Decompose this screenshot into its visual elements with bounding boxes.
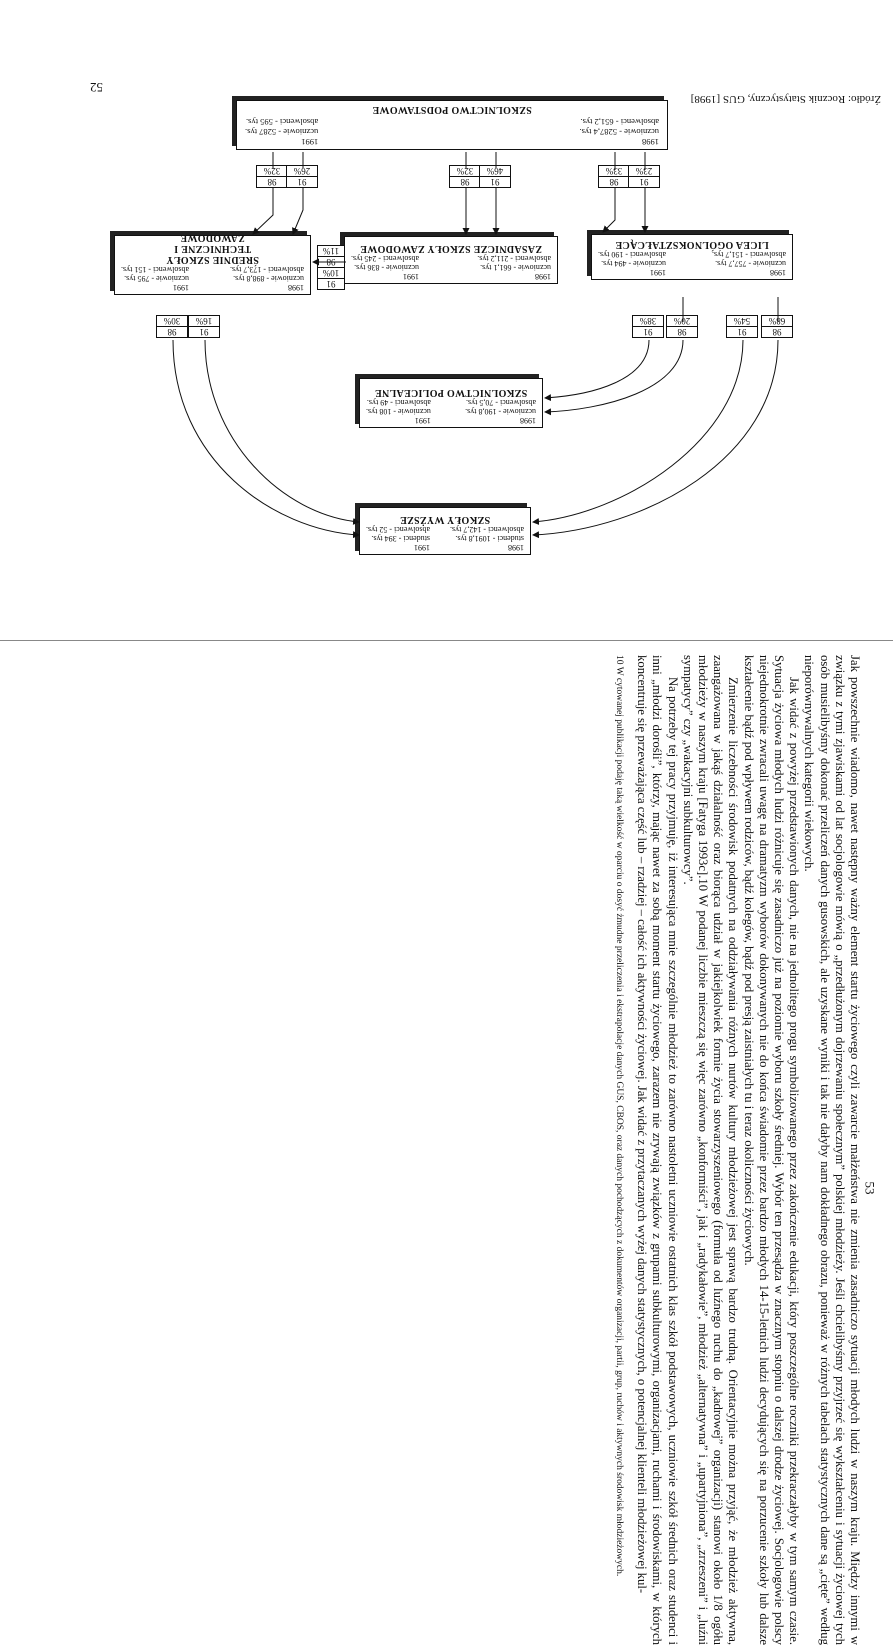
page-52 — [0, 0, 893, 640]
wyzsze-1998-absolwenci: absolwenci - 142,7 tys. — [450, 525, 524, 534]
podstawowe-1998-absolwenci: absolwenci - 651,2 tys. — [580, 117, 659, 127]
pct-year: 98 — [157, 326, 187, 337]
licea-title: LICEA OGÓLNOKSZTAŁCĄCE — [615, 239, 769, 250]
wyzsze-1991-studenci: studenci - 394 tys. — [371, 534, 430, 543]
arrow-podst-srednie-98 — [253, 152, 273, 234]
srednie-1991-absolwenci: absolwenci - 151 tys. — [121, 265, 189, 274]
zasadnicze-1991-uczniowie: uczniowie - 836 tys. — [354, 263, 419, 272]
podstawowe-1998-uczniowie: uczniowie - 5287,4 tys. — [579, 127, 659, 137]
podstawowe-1998-year: 1998 — [642, 137, 659, 147]
paragraph-3: Zmierzenie liczebności środowisk podatnych na oddziaływania różnych nurtów kultury młodzieżowej jest sprawą bardzo trudną. Orientacyjnie można przyjąć, że młodzież aktywna, zaangażowana w jakąś działalność oraz biorąca udział w jakiejkolwiek formie życia stowarzyszeniowego (formuła od luźnego ruchu do „kadrowej” organizacji) stanowi około 1/8 ogółu młodzieży w naszym kraju [Fatyga 1993c].10 W podanej liczbie mieszczą się więc zarówno „konformiści”, jak i „radykałowie”, młodzież „alternatywna” i „upartyjniona”, „zrzeszeni” i „luźni sympatycy” czy „wakacyjni subkulturowcy”. — [680, 655, 741, 1645]
pct-value: 20% — [673, 316, 691, 326]
pct-year: 98 — [450, 176, 480, 187]
pct-value: 23% — [635, 166, 653, 176]
policealne-title: SZKOLNICTWO POLICEALNE — [374, 387, 528, 398]
policealne-1998-uczniowie: uczniowie - 190,8 tys. — [465, 407, 536, 416]
zasadnicze-1998-uczniowie: uczniowie - 661,1 tys. — [480, 263, 551, 272]
policealne-1991-year: 1991 — [414, 416, 431, 425]
paragraph-1: Jak powszechnie wiadomo, nawet następny ważny element startu życiowego czyli zawarcie małżeństwa nie zmienia zasadniczo sytuacji młodych ludzi w naszym kraju. Między innymi w związku z tymi zjawiskami od lat socjologowie mówią o „przedłużonym dojrzewaniu społecznym” polskiej młodzieży. Jeśli chcielibyśmy przyjrzeć się wykształceniu i sytuacji życiowej tych osób musielibyśmy dokonać przeliczeń danych gusowskich, ale uzyskane wyniki i tak nie dałyby nam dokładnego obrazu, ponieważ w różnych tabelach statystycznych dane są „cięte” według nieporównywalnych kategorii wiekowych. — [802, 655, 862, 1645]
arrow-licea-wyzsze-98 — [533, 340, 778, 535]
pct-year: 98 — [257, 176, 287, 187]
pct-year: 91 — [480, 176, 510, 187]
arrow-srednie-wyzsze-98 — [173, 340, 359, 535]
licea-1998-absolwenci: absolwenci - 151,7 tys. — [712, 250, 786, 259]
policealne-1998-year: 1998 — [520, 416, 536, 425]
arrow-licea-polic-91 — [545, 340, 649, 398]
pct-year: 91 — [629, 176, 659, 187]
arrow-podst-srednie-91 — [293, 152, 303, 234]
srednie-title: ŚREDNIE SZKOŁY TECHNICZNE I ZAWODOWE — [166, 232, 259, 265]
srednie-1991-year: 1991 — [173, 283, 189, 292]
arrow-licea-polic-98 — [545, 340, 683, 412]
licea-1991-uczniowie: uczniowie - 494 tys. — [601, 259, 666, 268]
zasadnicze-1991-absolwenci: absolwenci - 245 tys. — [351, 254, 419, 263]
zasadnicze-1998-absolwenci: absolwenci - 211,2 tys. — [477, 254, 551, 263]
pct-value: 11% — [322, 246, 340, 256]
licea-1991-year: 1991 — [650, 268, 666, 277]
paragraph-4: Na potrzeby tej pracy przyjmuję, iż interesująca mnie szczególnie młodzież to zarówno nastoletni uczniowie ostatnich klas szkół podstawowych, uczniowie szkół średnich oraz studenci i inni „młodzi dorośli”, którzy, mając nawet za sobą moment startu życiowego, zarazem nie zrywają związków z grupami subkulturowymi, organizacjami, ruchami i środowiskami, w których koncentruje się przeważająca część lub – rzadziej – całość ich aktywności życiowej. Jak widać z przytaczanych wyżej danych statystycznych, o potencjalnej klienteli młodzieżowej kul- — [635, 655, 680, 1645]
pct-value: 32% — [263, 166, 281, 176]
body-text — [613, 655, 862, 1645]
pct-year: 91 — [633, 326, 663, 337]
pct-value: 10% — [322, 268, 340, 278]
pct-value: 54% — [733, 316, 751, 326]
zasadnicze-1998-year: 1998 — [535, 272, 551, 281]
pct-value: 46% — [486, 166, 504, 176]
licea-1991-absolwenci: absolwenci - 190 tys. — [598, 250, 666, 259]
page-divider — [0, 640, 893, 641]
policealne-1991-absolwenci: absolwenci - 49 tys. — [366, 398, 431, 407]
licea-1998-year: 1998 — [770, 268, 786, 277]
pct-value: 32% — [456, 166, 474, 176]
flow-arrows — [0, 0, 893, 640]
pct-year: 98 — [667, 326, 697, 337]
pct-year: 98 — [318, 256, 344, 267]
srednie-1998-absolwenci: absolwenci - 173,7 tys. — [230, 265, 304, 274]
pct-year: 98 — [762, 326, 792, 337]
arrow-srednie-wyzsze-91 — [205, 340, 359, 522]
wyzsze-title: SZKOŁY WYŻSZE — [399, 514, 491, 525]
pct-year: 91 — [287, 176, 317, 187]
wyzsze-1991-year: 1991 — [414, 543, 430, 552]
srednie-1991-uczniowie: uczniowie - 795 tys. — [124, 274, 189, 283]
podstawowe-1991-year: 1991 — [301, 137, 319, 147]
wyzsze-1998-year: 1998 — [508, 543, 524, 552]
zasadnicze-title: ZASADNICZE SZKOŁY ZAWODOWE — [360, 243, 542, 254]
source-note: Źródło: Rocznik Statystyczny, GUS [1998] — [690, 93, 881, 105]
podstawowe-1991-absolwenci: absolwenci - 595 tys. — [245, 117, 319, 127]
pct-year: 91 — [318, 278, 344, 289]
page-number-53: 53 — [862, 1181, 878, 1195]
policealne-1991-uczniowie: uczniowie - 108 tys. — [366, 407, 431, 416]
pct-value: 16% — [195, 316, 213, 326]
pct-value: 30% — [163, 316, 181, 326]
podstawowe-title: SZKOLNICTWO PODSTAWOWE — [372, 104, 532, 115]
policealne-1998-absolwenci: absolwenci - 70,5 tys. — [466, 398, 536, 407]
pct-value: 26% — [293, 166, 311, 176]
zasadnicze-1991-year: 1991 — [403, 272, 419, 281]
page-number-52: 52 — [90, 80, 103, 95]
srednie-1998-uczniowie: uczniowie - 898,8 tys. — [233, 274, 304, 283]
pct-year: 98 — [599, 176, 629, 187]
footnote: 10 W cytowanej publikacji podaję taką wielkość w oparciu o dosyć żmudne przeliczenia i ekstrapolacje danych GUS, CBOS, oraz danych pochodzących z dokumentów organizacji, partii, grup, ruchów i aktywnych środowisk młodzieżowych. — [613, 655, 624, 1577]
pct-value: 33% — [605, 166, 623, 176]
pct-year: 91 — [189, 326, 219, 337]
wyzsze-1998-studenci: studenci - 1091,8 tys. — [455, 534, 524, 543]
paragraph-2: Jak widać z powyżej przedstawionych danych, nie na jednolitego progu symbolizowanego przez zakończenie edukacji, który poszczególne roczniki przekraczałyby w tym samym czasie. Sytuacja życiowa młodych ludzi różnicuje się zasadniczo już na poziomie wyboru szkoły średniej. Wybór ten przesądza w znacznym stopniu o dalszej drodze życiowej. Socjologowie polscy niejednokrotnie zwracali uwagę na dramatyzm wyborów dokonywanych nie do końca świadomie przez bardzo młodych 14-15-letnich ludzi decydujących się na porzucenie szkoły lub dalsze kształcenie bądź pod wpływem rodziców, bądź kolegów, bądź pod presją zaistniałych tu i teraz okoliczności życiowych. — [741, 655, 802, 1645]
licea-1998-uczniowie: uczniowie - 757,7 tys. — [715, 259, 786, 268]
pct-year: 91 — [727, 326, 757, 337]
podstawowe-1991-uczniowie: uczniowie - 5287 tys. — [245, 127, 319, 137]
arrow-podst-licea-98 — [603, 152, 615, 232]
wyzsze-1991-absolwenci: absolwenci - 52 tys. — [366, 525, 430, 534]
pct-value: 68% — [768, 316, 786, 326]
srednie-1998-year: 1998 — [288, 283, 304, 292]
pct-value: 38% — [639, 316, 657, 326]
